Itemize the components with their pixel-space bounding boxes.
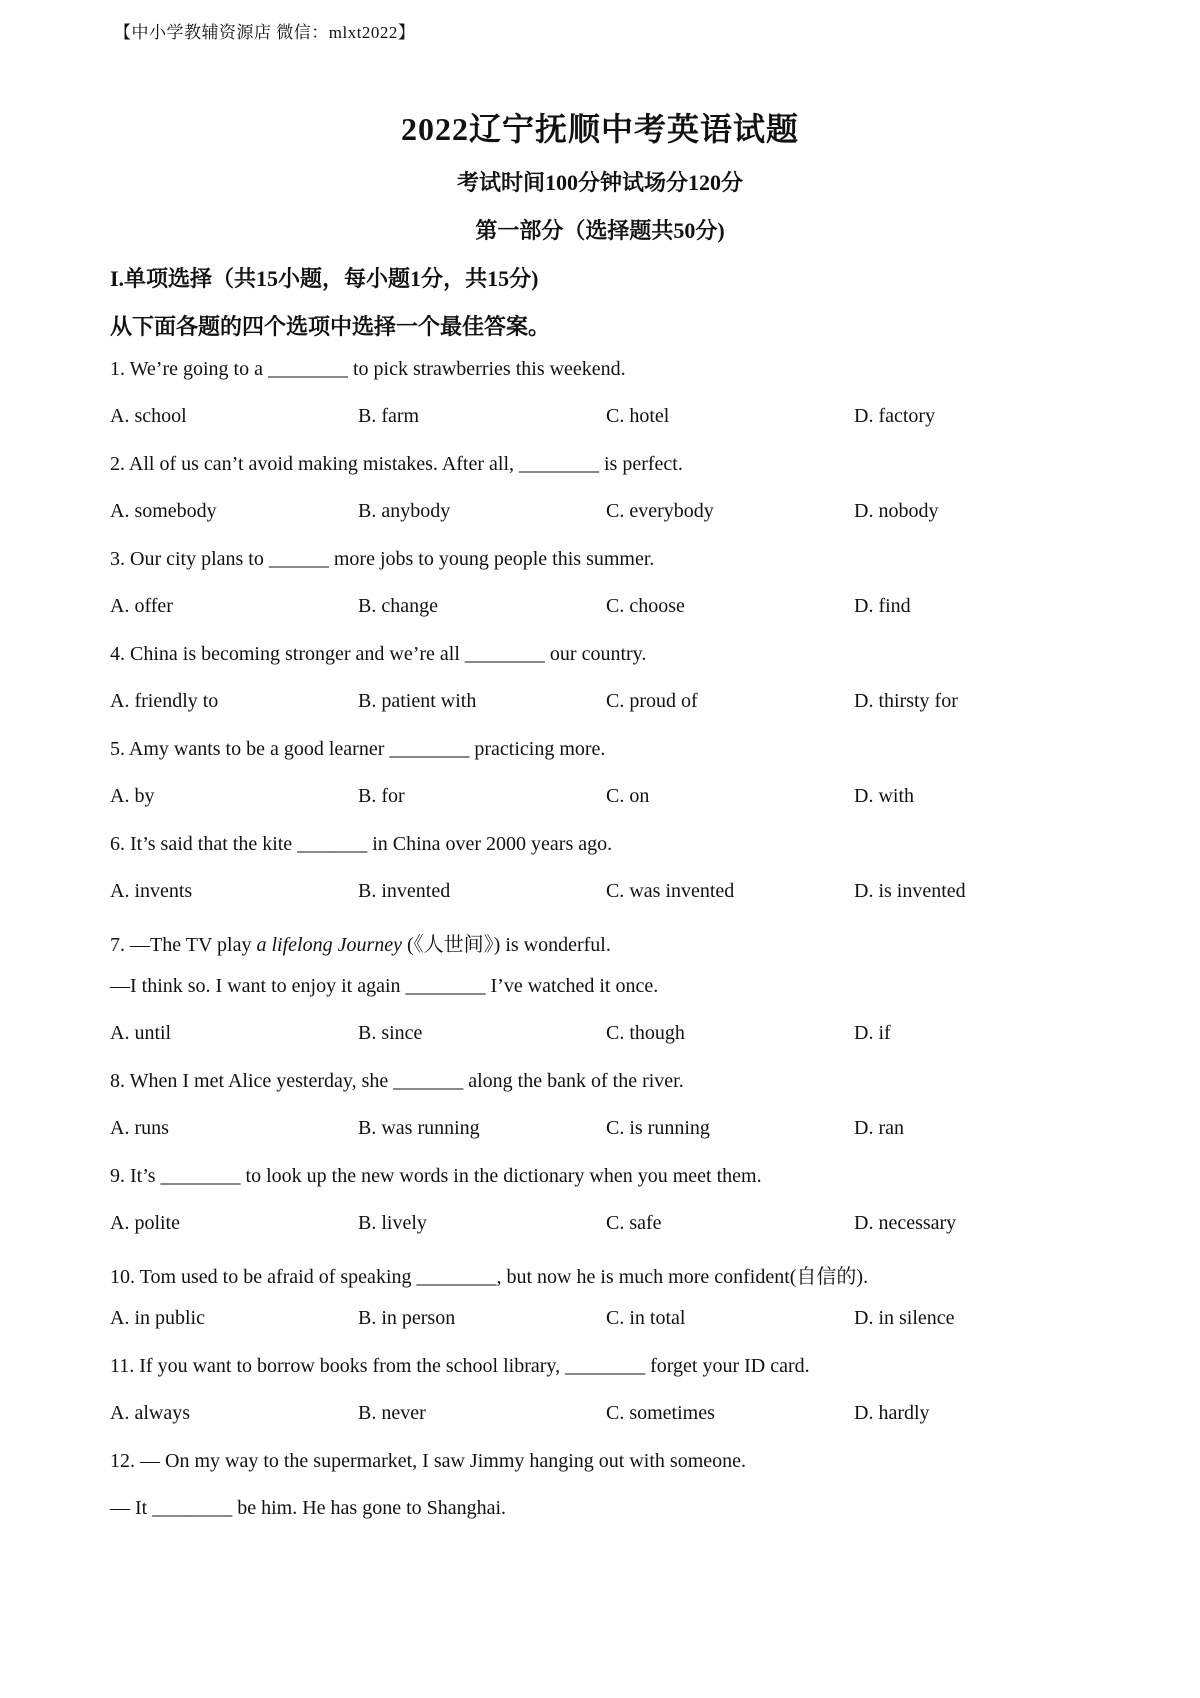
question-7 — [110, 928, 611, 957]
question-1-options — [110, 405, 1110, 433]
question-7-suffix: (《人世间》) is wonderful. — [402, 934, 611, 956]
option-b[interactable]: B. lively — [358, 1212, 427, 1234]
question-9-options — [110, 1212, 1110, 1240]
option-b[interactable]: B. since — [358, 1022, 423, 1044]
question-6-options — [110, 880, 1110, 908]
question-11-options — [110, 1402, 1110, 1430]
option-d[interactable]: D. hardly — [854, 1402, 930, 1424]
option-d[interactable]: D. factory — [854, 405, 936, 427]
option-c[interactable]: C. though — [606, 1022, 685, 1044]
option-d[interactable]: D. necessary — [854, 1212, 957, 1234]
option-d[interactable]: D. if — [854, 1022, 891, 1044]
option-b[interactable]: B. invented — [358, 880, 451, 902]
question-6: 6. It’s said that the kite _______ in China over 2000 years ago. — [110, 833, 613, 855]
question-7-prefix: 7. —The TV play — [110, 934, 257, 956]
question-12: 12. — On my way to the supermarket, I saw Jimmy hanging out with someone. — [110, 1450, 747, 1472]
option-d[interactable]: D. nobody — [854, 500, 939, 522]
question-4: 4. China is becoming stronger and we’re all ________ our country. — [110, 643, 647, 665]
question-2-options — [110, 500, 1110, 528]
option-d[interactable]: D. with — [854, 785, 914, 807]
question-5: 5. Amy wants to be a good learner ________ practicing more. — [110, 738, 606, 760]
option-a[interactable]: A. school — [110, 405, 187, 427]
option-c[interactable]: C. choose — [606, 595, 685, 617]
part-heading: 第一部分（选择题共50分) — [475, 218, 725, 243]
question-9: 9. It’s ________ to look up the new words in the dictionary when you meet them. — [110, 1165, 762, 1187]
exam-title: 2022辽宁抚顺中考英语试题 — [400, 111, 799, 147]
option-c[interactable]: C. proud of — [606, 690, 698, 712]
option-d[interactable]: D. thirsty for — [854, 690, 958, 712]
question-1: 1. We’re going to a ________ to pick strawberries this weekend. — [110, 358, 626, 380]
question-7-title-italic: a lifelong Journey — [256, 934, 402, 956]
question-7-options — [110, 1022, 1110, 1050]
question-3: 3. Our city plans to ______ more jobs to young people this summer. — [110, 548, 655, 570]
exam-time-info: 考试时间100分钟试场分120分 — [456, 170, 743, 195]
option-a[interactable]: A. by — [110, 785, 155, 807]
option-a[interactable]: A. always — [110, 1402, 190, 1424]
option-b[interactable]: B. in person — [358, 1307, 456, 1329]
option-d[interactable]: D. ran — [854, 1117, 904, 1139]
section-heading: I.单项选择（共15小题，每小题1分，共15分) — [110, 266, 539, 291]
question-10-options — [110, 1307, 1110, 1335]
option-d[interactable]: D. is invented — [854, 880, 966, 902]
option-a[interactable]: A. in public — [110, 1307, 205, 1329]
question-2: 2. All of us can’t avoid making mistakes. After all, ________ is perfect. — [110, 453, 683, 475]
option-c[interactable]: C. in total — [606, 1307, 686, 1329]
watermark-text: 【中小学教辅资源店 微信：mlxt2022】 — [114, 23, 416, 42]
question-8: 8. When I met Alice yesterday, she _______ along the bank of the river. — [110, 1070, 684, 1092]
option-d[interactable]: D. find — [854, 595, 911, 617]
question-7-reply: —I think so. I want to enjoy it again ________ I’ve watched it once. — [110, 975, 659, 997]
option-b[interactable]: B. change — [358, 595, 438, 617]
option-c[interactable]: C. was invented — [606, 880, 735, 902]
question-4-options — [110, 690, 1110, 718]
option-a[interactable]: A. until — [110, 1022, 172, 1044]
option-c[interactable]: C. everybody — [606, 500, 714, 522]
option-a[interactable]: A. offer — [110, 595, 173, 617]
option-a[interactable]: A. invents — [110, 880, 193, 902]
option-a[interactable]: A. polite — [110, 1212, 180, 1234]
option-c[interactable]: C. is running — [606, 1117, 710, 1139]
option-d[interactable]: D. in silence — [854, 1307, 955, 1329]
option-b[interactable]: B. never — [358, 1402, 426, 1424]
option-a[interactable]: A. friendly to — [110, 690, 219, 712]
option-b[interactable]: B. was running — [358, 1117, 480, 1139]
option-b[interactable]: B. farm — [358, 405, 420, 427]
question-12-reply: — It ________ be him. He has gone to Shanghai. — [110, 1497, 507, 1519]
option-a[interactable]: A. somebody — [110, 500, 217, 522]
question-10: 10. Tom used to be afraid of speaking ________, but now he is much more confident(自信的). — [110, 1266, 869, 1288]
question-3-options — [110, 595, 1110, 623]
option-c[interactable]: C. on — [606, 785, 650, 807]
option-c[interactable]: C. safe — [606, 1212, 662, 1234]
option-b[interactable]: B. for — [358, 785, 405, 807]
question-11: 11. If you want to borrow books from the school library, ________ forget your ID card. — [110, 1355, 810, 1377]
option-b[interactable]: B. patient with — [358, 690, 477, 712]
question-5-options — [110, 785, 1110, 813]
question-8-options — [110, 1117, 1110, 1145]
option-b[interactable]: B. anybody — [358, 500, 451, 522]
option-c[interactable]: C. sometimes — [606, 1402, 715, 1424]
option-a[interactable]: A. runs — [110, 1117, 169, 1139]
option-c[interactable]: C. hotel — [606, 405, 670, 427]
section-instruction: 从下面各题的四个选项中选择一个最佳答案。 — [110, 314, 551, 339]
